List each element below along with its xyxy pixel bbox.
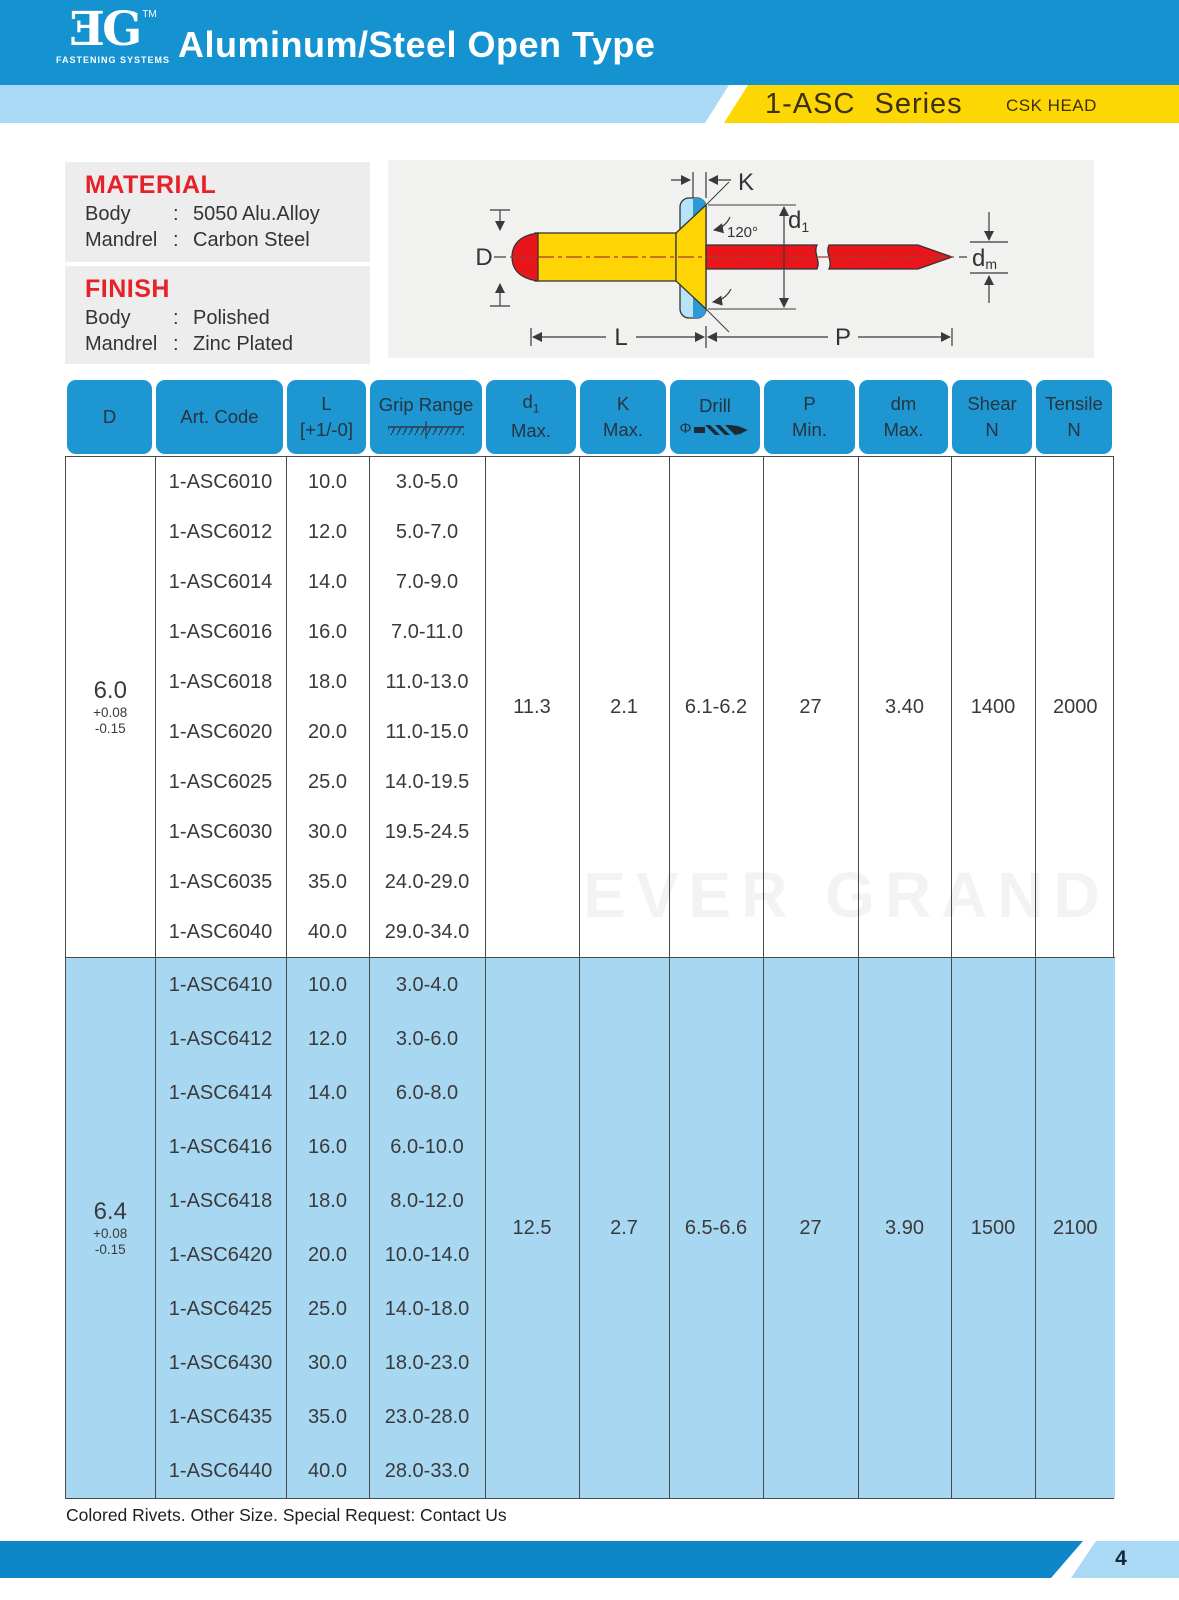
grip-range-cell: 14.0-18.0 [369, 1282, 485, 1336]
grip-range-cell: 18.0-23.0 [369, 1336, 485, 1390]
spec-table-grid [66, 457, 1115, 1498]
length-cell: 12.0 [286, 1012, 369, 1066]
d1-value-cell: 11.3 [485, 457, 579, 958]
dim-label-P: P [834, 324, 852, 351]
art-code-cell: 1-ASC6030 [155, 807, 286, 857]
table-header-row [65, 378, 1114, 456]
length-cell: 20.0 [286, 1228, 369, 1282]
length-cell: 30.0 [286, 1336, 369, 1390]
art-code-cell: 1-ASC6412 [155, 1012, 286, 1066]
length-cell: 16.0 [286, 1120, 369, 1174]
grip-range-cell: 6.0-10.0 [369, 1120, 485, 1174]
length-cell: 16.0 [286, 607, 369, 657]
k-value-cell: 2.1 [579, 457, 669, 958]
col-header-label: Tensile [1045, 393, 1103, 415]
col-header-label: dm [890, 393, 917, 415]
dim-label-K: K [738, 169, 755, 196]
d-size-cell [66, 958, 155, 1499]
footer-blue-ribbon [0, 1541, 1179, 1578]
length-cell: 14.0 [286, 1066, 369, 1120]
grip-range-cell: 5.0-7.0 [369, 507, 485, 557]
colon: : [173, 229, 179, 251]
d-tolerance: -0.15 [94, 720, 126, 736]
col-header-label: Shear [967, 393, 1017, 415]
logo-letters: ƎG [69, 2, 140, 57]
grip-range-cell: 24.0-29.0 [369, 857, 485, 907]
table-row [66, 958, 1115, 1013]
colon: : [173, 333, 179, 355]
colon: : [173, 203, 179, 225]
col-header-qualifier: Max. [602, 418, 644, 440]
drill-spec-row [680, 421, 751, 438]
p-value-cell: 27 [763, 457, 858, 958]
col-header-grip-range [370, 380, 482, 454]
length-cell: 18.0 [286, 1174, 369, 1228]
art-code-cell: 1-ASC6040 [155, 907, 286, 958]
rivet-diagram-drawing [388, 160, 1094, 358]
col-header-dm [859, 380, 948, 454]
length-cell: 18.0 [286, 657, 369, 707]
art-code-cell: 1-ASC6010 [155, 457, 286, 507]
art-code-cell: 1-ASC6414 [155, 1066, 286, 1120]
grip-range-icon [386, 421, 466, 439]
art-code-cell: 1-ASC6410 [155, 958, 286, 1013]
col-header-unit: N [985, 418, 999, 440]
col-header-label: D [102, 405, 117, 427]
material-body-value: 5050 Alu.Alloy [193, 203, 320, 225]
art-code-cell: 1-ASC6035 [155, 857, 286, 907]
art-code-cell: 1-ASC6016 [155, 607, 286, 657]
grip-range-cell: 3.0-4.0 [369, 958, 485, 1013]
d-value: 6.4 [93, 1198, 127, 1226]
length-cell: 14.0 [286, 557, 369, 607]
length-cell: 10.0 [286, 457, 369, 507]
grip-range-cell: 28.0-33.0 [369, 1444, 485, 1498]
length-cell: 25.0 [286, 757, 369, 807]
col-header-qualifier: Max. [510, 420, 552, 442]
logo-subtitle: FASTENING SYSTEMS [56, 55, 171, 65]
page-title: Aluminum/Steel Open Type [178, 24, 656, 65]
length-cell: 35.0 [286, 1390, 369, 1444]
d1-value-cell: 12.5 [485, 958, 579, 1499]
material-row [85, 229, 370, 252]
length-cell: 20.0 [286, 707, 369, 757]
length-cell: 40.0 [286, 907, 369, 958]
grip-range-cell: 11.0-15.0 [369, 707, 485, 757]
rivet-dimension-diagram [388, 160, 1094, 358]
d-value: 6.0 [93, 677, 127, 705]
d-tolerance: +0.08 [93, 704, 128, 720]
col-header-label: P [803, 393, 816, 415]
dim-label-dm: dm [972, 245, 998, 272]
length-cell: 35.0 [286, 857, 369, 907]
finish-row [85, 333, 370, 356]
grip-range-cell: 14.0-19.5 [369, 757, 485, 807]
tensile-value-cell: 2100 [1035, 958, 1115, 1499]
col-header-label: Grip Range [378, 394, 474, 416]
grip-range-cell: 6.0-8.0 [369, 1066, 485, 1120]
material-heading: MATERIAL [85, 171, 217, 199]
finish-row [85, 307, 370, 330]
grip-range-cell: 3.0-6.0 [369, 1012, 485, 1066]
tensile-value-cell: 2000 [1035, 457, 1115, 958]
logo-mark [56, 2, 170, 57]
finish-mandrel-label: Mandrel [85, 333, 158, 355]
col-header-d1 [486, 380, 576, 454]
d-tolerance: -0.15 [94, 1241, 126, 1257]
length-cell: 25.0 [286, 1282, 369, 1336]
dim-label-L: L [614, 324, 628, 351]
grip-range-cell: 10.0-14.0 [369, 1228, 485, 1282]
col-header-shear [952, 380, 1032, 454]
col-header-art-code [156, 380, 283, 454]
material-row [85, 203, 370, 226]
dim-label-D: D [475, 244, 493, 271]
shear-value-cell: 1500 [951, 958, 1035, 1499]
grip-range-cell: 7.0-9.0 [369, 557, 485, 607]
art-code-cell: 1-ASC6018 [155, 657, 286, 707]
dim-label-angle: 120° [727, 224, 759, 241]
art-code-cell: 1-ASC6425 [155, 1282, 286, 1336]
col-header-unit: N [1067, 418, 1081, 440]
col-header-label: K [616, 393, 630, 415]
drill-value-cell: 6.1-6.2 [669, 457, 763, 958]
art-code-cell: 1-ASC6418 [155, 1174, 286, 1228]
material-body-label: Body [85, 203, 131, 225]
drill-bit-icon [694, 423, 750, 437]
material-mandrel-label: Mandrel [85, 229, 158, 251]
col-header-label: L [321, 393, 332, 415]
art-code-cell: 1-ASC6420 [155, 1228, 286, 1282]
col-header-label: Art. Code [180, 405, 259, 427]
col-header-drill [670, 380, 760, 454]
art-code-cell: 1-ASC6020 [155, 707, 286, 757]
col-header-k [580, 380, 666, 454]
grip-range-cell: 7.0-11.0 [369, 607, 485, 657]
material-box [65, 162, 370, 262]
col-header-qualifier: Min. [792, 418, 827, 440]
grip-range-cell: 23.0-28.0 [369, 1390, 485, 1444]
drill-value-cell: 6.5-6.6 [669, 958, 763, 1499]
watermark-text: EVER GRAND [583, 859, 1110, 931]
length-cell: 30.0 [286, 807, 369, 857]
grip-range-cell: 3.0-5.0 [369, 457, 485, 507]
shear-value-cell: 1400 [951, 457, 1035, 958]
finish-mandrel-value: Zinc Plated [193, 333, 294, 355]
page-header [0, 0, 1179, 85]
grip-range-cell: 29.0-34.0 [369, 907, 485, 958]
art-code-cell: 1-ASC6025 [155, 757, 286, 807]
brand-logo [56, 2, 171, 65]
series-title: 1-ASC Series [765, 88, 963, 120]
material-mandrel-value: Carbon Steel [193, 229, 310, 251]
diameter-symbol: Φ [679, 420, 692, 438]
grip-range-cell: 8.0-12.0 [369, 1174, 485, 1228]
length-cell: 40.0 [286, 1444, 369, 1498]
page-footer [0, 1541, 1179, 1578]
p-value-cell: 27 [763, 958, 858, 1499]
k-value-cell: 2.7 [579, 958, 669, 1499]
col-header-l [287, 380, 366, 454]
series-banner [0, 85, 1179, 123]
spec-table [65, 456, 1114, 1499]
art-code-cell: 1-ASC6012 [155, 507, 286, 557]
col-header-p [764, 380, 855, 454]
finish-body-label: Body [85, 307, 131, 329]
d-tolerance: +0.08 [93, 1225, 128, 1241]
trademark-symbol: TM [142, 9, 157, 20]
length-cell: 12.0 [286, 507, 369, 557]
col-header-d [67, 380, 152, 454]
art-code-cell: 1-ASC6435 [155, 1390, 286, 1444]
page-number: 4 [1115, 1547, 1127, 1570]
art-code-cell: 1-ASC6416 [155, 1120, 286, 1174]
art-code-cell: 1-ASC6440 [155, 1444, 286, 1498]
col-header-qualifier: Max. [883, 418, 924, 440]
grip-range-cell: 19.5-24.5 [369, 807, 485, 857]
dim-label-d1: d1 [788, 207, 810, 235]
dm-value-cell: 3.90 [858, 958, 951, 1499]
length-cell: 10.0 [286, 958, 369, 1013]
grip-range-cell: 11.0-13.0 [369, 657, 485, 707]
col-header-label: Drill [699, 395, 731, 417]
art-code-cell: 1-ASC6014 [155, 557, 286, 607]
colon: : [173, 307, 179, 329]
col-header-tensile [1036, 380, 1112, 454]
finish-body-value: Polished [193, 307, 270, 329]
d-size-cell [66, 457, 155, 958]
footnote-text: Colored Rivets. Other Size. Special Request: Contact Us [66, 1505, 507, 1525]
table-row [66, 457, 1115, 507]
col-header-label: $d_1$ [522, 391, 540, 417]
dm-value-cell: 3.40 [858, 457, 951, 958]
col-header-tolerance: [+1/-0] [300, 418, 353, 440]
finish-box [65, 266, 370, 364]
head-type-label: CSK HEAD [1006, 96, 1097, 115]
art-code-cell: 1-ASC6430 [155, 1336, 286, 1390]
finish-heading: FINISH [85, 275, 170, 303]
